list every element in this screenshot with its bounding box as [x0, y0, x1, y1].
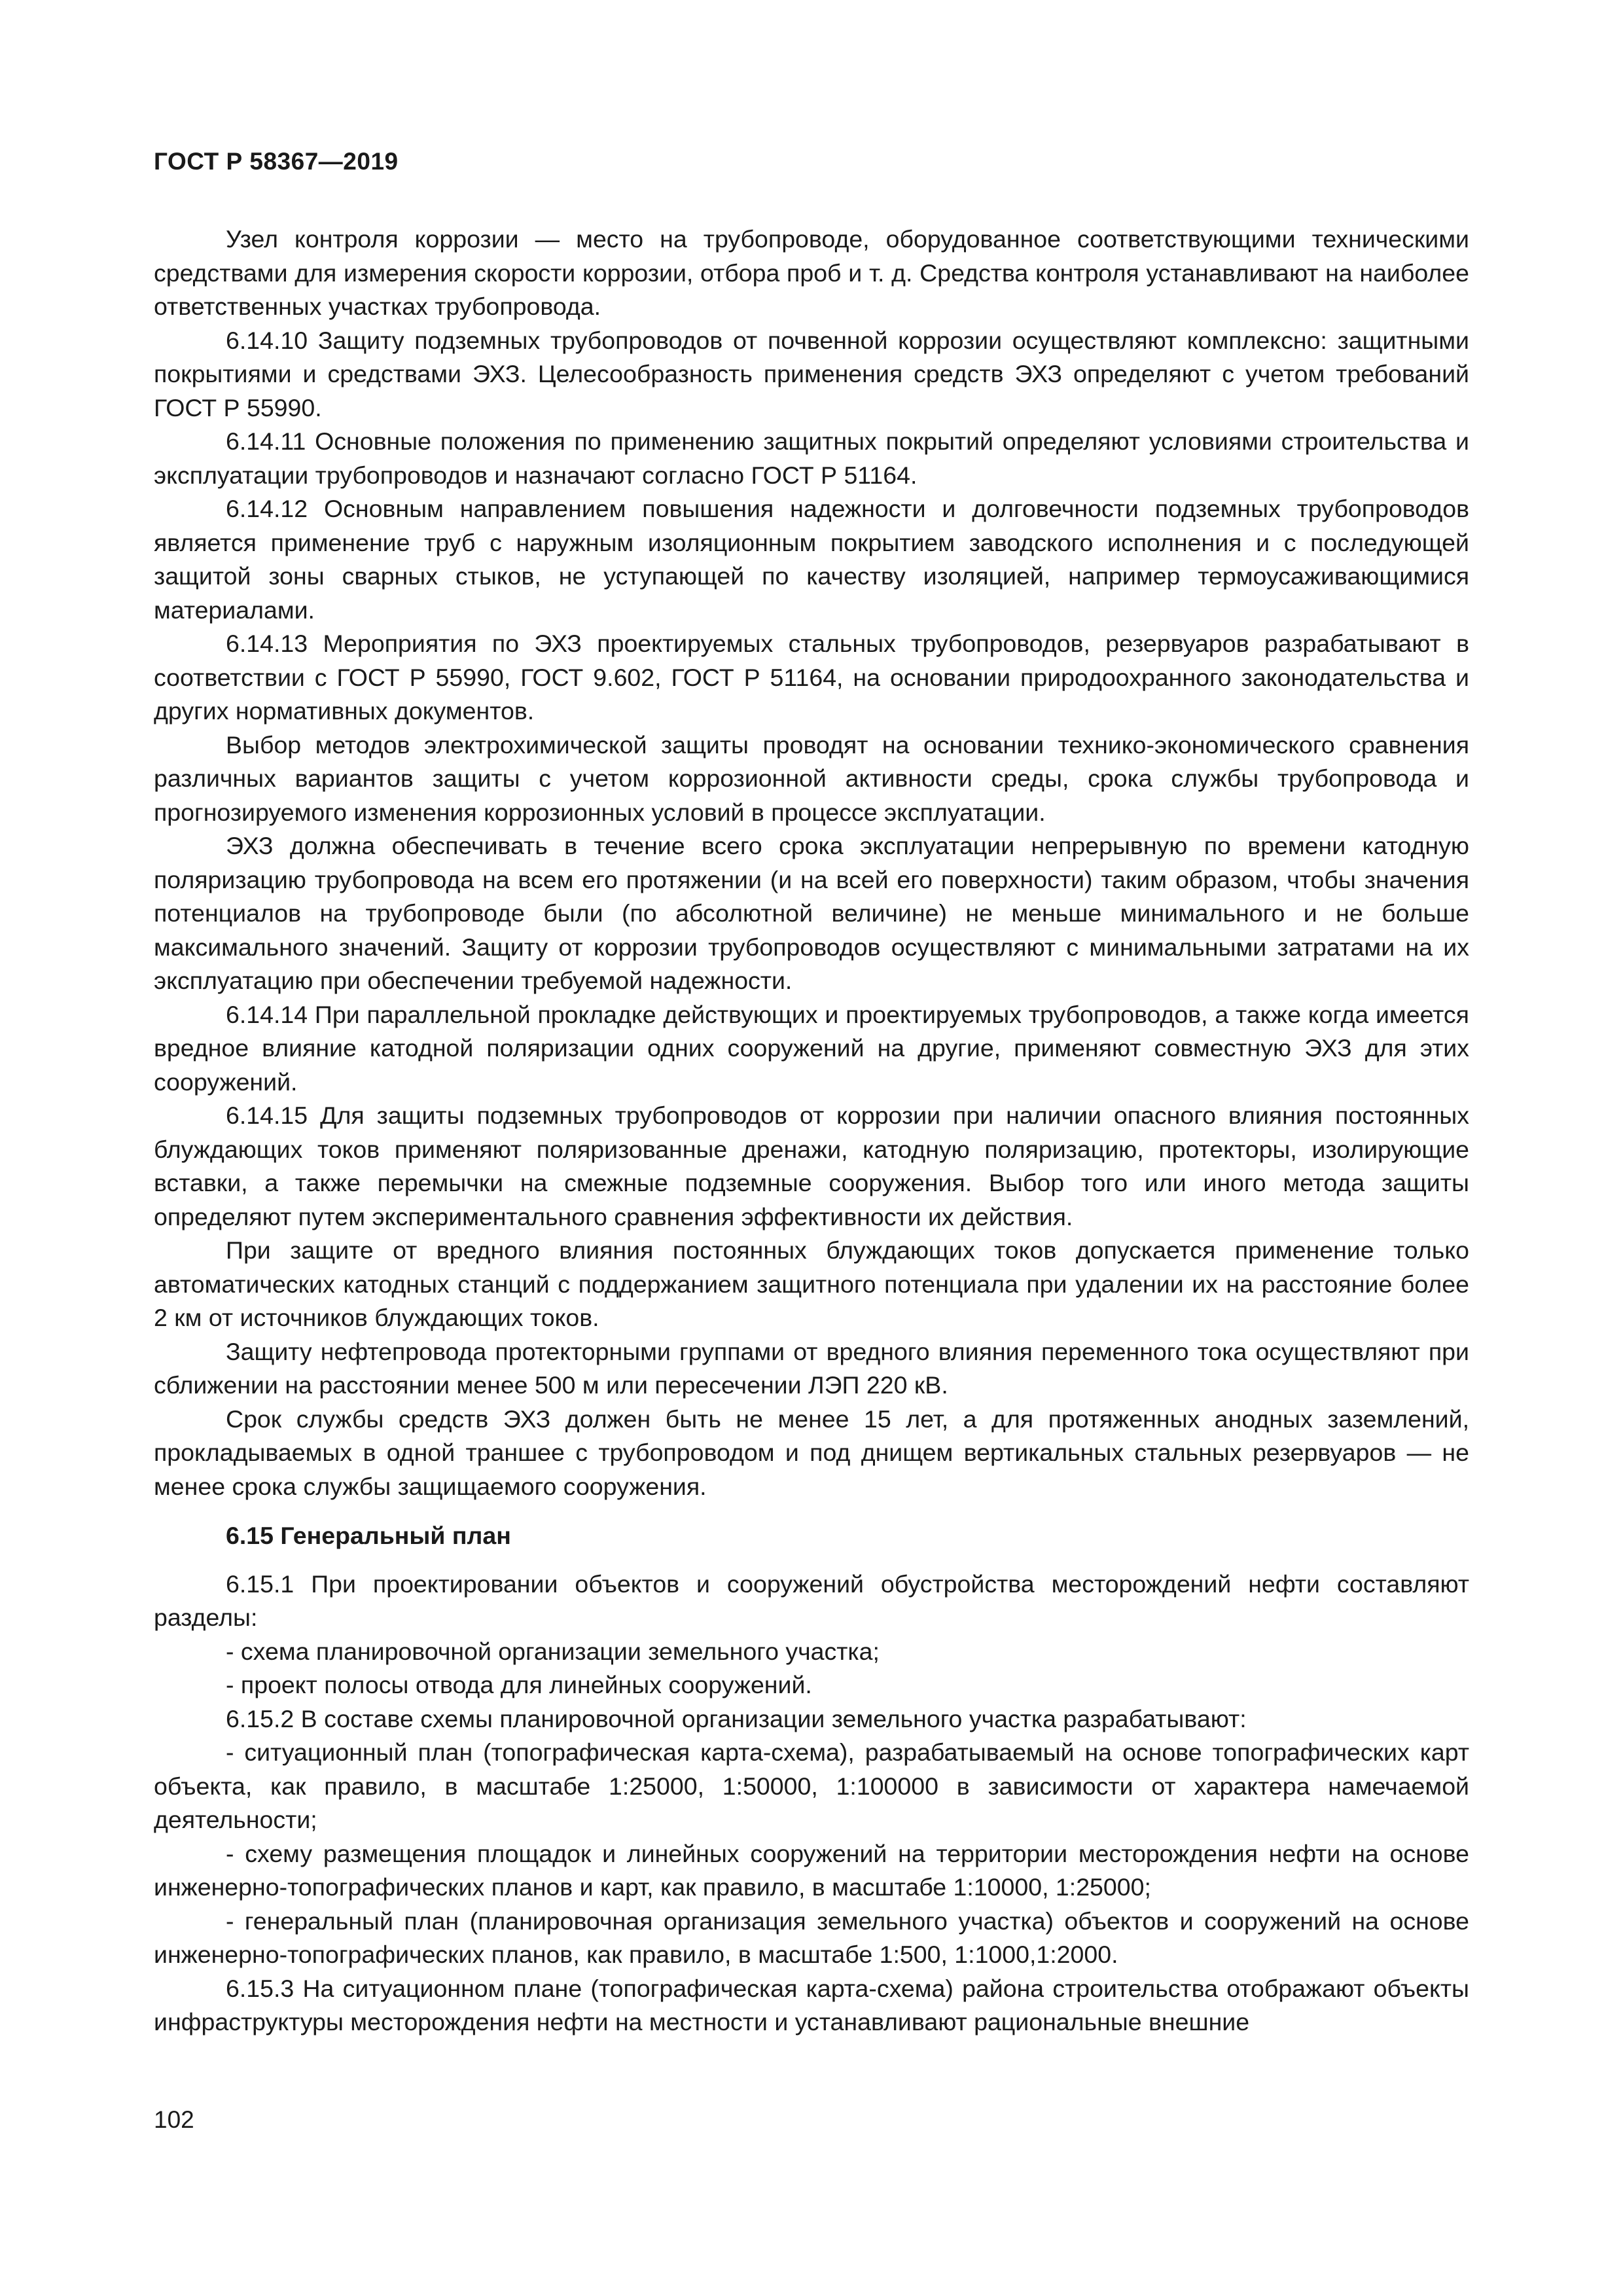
document-body: [154, 223, 1469, 2039]
paragraph: Выбор методов электрохимической защиты проводят на основании технико-экономического сравнения различных вариантов защиты с учетом коррозионной активности среды, срока службы трубопровода и прогнозируемого изменения коррозионных условий в процессе эксплуатации.: [154, 730, 1469, 826]
paragraph: 6.14.15 Для защиты подземных трубопроводов от коррозии при наличии опасного влияния постоянных блуждающих токов применяют поляризованные дренажи, катодную поляризацию, протекторы, изолирующие вставки, а также перемычки на смежные подземные сооружения. Выбор того или иного метода защиты определяют путем экспериментального сравнения эффективности их действия.: [154, 1102, 1469, 1230]
paragraph: При защите от вредного влияния постоянных блуждающих токов допускается применение только автоматических катодных станций с поддержанием защитного потенциала при удалении их на расстояние более 2 км от источников блуждающих токов.: [154, 1236, 1469, 1331]
paragraph: Узел контроля коррозии — место на трубопроводе, оборудованное соответствующими техническими средствами для измерения скорости коррозии, отбора проб и т. д. Средства контроля устанавливают на наиболее ответственных участках трубопровода.: [154, 225, 1469, 320]
list-item: - проект полосы отвода для линейных сооружений.: [226, 1671, 812, 1698]
paragraph: ЭХЗ должна обеспечивать в течение всего срока эксплуатации непрерывную по времени катодную поляризацию трубопровода на всем его протяжении (и на всей его поверхности) таким образом, чтобы значения потенциалов на трубопроводе были (по абсолютной величине) не меньше минимального и не больше максимального значений. Защиту от коррозии трубопроводов осуществляют с минимальными затратами на их эксплуатацию при обеспечении требуемой надежности.: [154, 832, 1469, 994]
page-number: 102: [154, 2106, 194, 2133]
paragraph: 6.14.14 При параллельной прокладке действующих и проектируемых трубопроводов, а также когда имеется вредное влияние катодной поляризации одних сооружений на другие, применяют совместную ЭХЗ для этих сооружений.: [154, 1000, 1469, 1096]
paragraph: 6.15.3 На ситуационном плане (топографическая карта-схема) района строительства отображают объекты инфраструктуры месторождения нефти на местности и устанавливают рациональные внешние: [154, 1974, 1469, 2036]
paragraph: 6.14.11 Основные положения по применению защитных покрытий определяют условиями строительства и эксплуатации трубопроводов и назначают согласно ГОСТ Р 51164.: [154, 427, 1469, 489]
paragraph: Защиту нефтепровода протекторными группами от вредного влияния переменного тока осуществляют при сближении на расстоянии менее 500 м или пересечении ЛЭП 220 кВ.: [154, 1337, 1469, 1399]
paragraph: 6.14.10 Защиту подземных трубопроводов от почвенной коррозии осуществляют комплексно: защитными покрытиями и средствами ЭХЗ. Целесообразность применения средств ЭХЗ определяют с учетом требований ГОСТ Р 55990.: [154, 326, 1469, 422]
list-item: - ситуационный план (топографическая карта-схема), разрабатываемый на основе топографических карт объекта, как правило, в масштабе 1:25000, 1:50000, 1:100000 в зависимости от характера намечаемой деятельности;: [154, 1738, 1469, 1833]
paragraph: 6.15.2 В составе схемы планировочной организации земельного участка разрабатывают:: [226, 1704, 1247, 1732]
paragraph: 6.14.12 Основным направлением повышения надежности и долговечности подземных трубопроводов является применение труб с наружным изоляционным покрытием заводского исполнения и с последующей защитой зоны сварных стыков, не уступающей по качеству изоляцией, например термоусаживающимися материалами.: [154, 495, 1469, 624]
list-item: - схему размещения площадок и линейных сооружений на территории месторождения нефти на основе инженерно-топографических планов и карт, как правило, в масштабе 1:10000, 1:25000;: [154, 1839, 1469, 1901]
section-heading: 6.15 Генеральный план: [226, 1522, 511, 1549]
paragraph: 6.15.1 При проектировании объектов и сооружений обустройства месторождений нефти составляют разделы:: [154, 1570, 1469, 1631]
paragraph: 6.14.13 Мероприятия по ЭХЗ проектируемых стальных трубопроводов, резервуаров разрабатывают в соответствии с ГОСТ Р 55990, ГОСТ 9.602, ГОСТ Р 51164, на основании природоохранного законодательства и других нормативных документов.: [154, 630, 1469, 725]
paragraph: Срок службы средств ЭХЗ должен быть не менее 15 лет, а для протяженных анодных заземлений, прокладываемых в одной траншее с трубопроводом и под днищем вертикальных стальных резервуаров — не менее срока службы защищаемого сооружения.: [154, 1405, 1469, 1500]
list-item: - схема планировочной организации земельного участка;: [226, 1637, 880, 1665]
list-item: - генеральный план (планировочная организация земельного участка) объектов и сооружений на основе инженерно-топографических планов, как правило, в масштабе 1:500, 1:1000,1:2000.: [154, 1907, 1469, 1968]
document-header: ГОСТ Р 58367—2019: [154, 148, 399, 175]
